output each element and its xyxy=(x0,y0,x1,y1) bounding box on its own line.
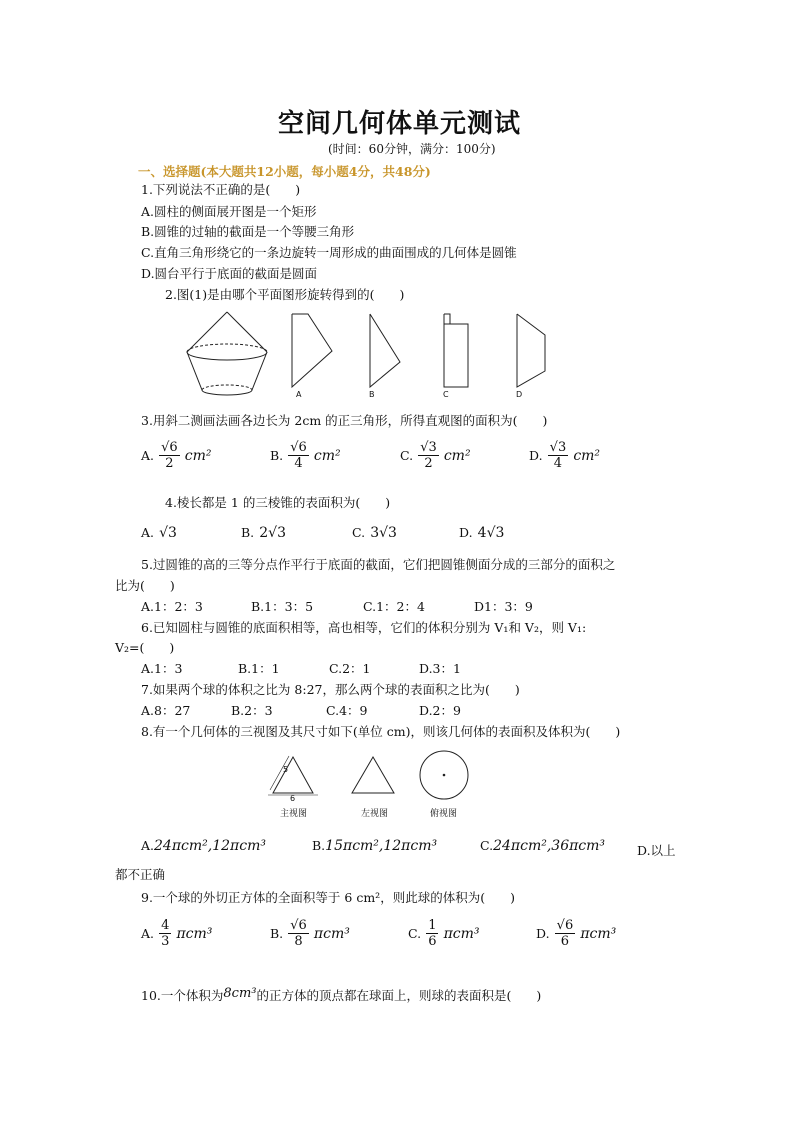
q8-option-a xyxy=(141,835,266,854)
q8-front-view xyxy=(268,756,318,795)
q9-option-c xyxy=(408,918,480,949)
q9-a-den: 3 xyxy=(161,934,170,949)
q7-option-c: C.4：9 xyxy=(326,703,368,718)
q8-front-view-label: 主视图 xyxy=(280,809,308,819)
q4-c-letter: C. xyxy=(352,525,366,540)
q4-c-value: 3√3 xyxy=(370,525,397,541)
q2-label-b: B xyxy=(369,390,375,399)
q4-d-value: 4√3 xyxy=(477,525,505,541)
q3-option-c xyxy=(400,440,471,471)
q3-option-b xyxy=(270,440,341,471)
q2-shape-b xyxy=(370,314,400,387)
q9-c-num: 1 xyxy=(428,918,437,933)
q8-side-view xyxy=(352,757,394,793)
q9-c-letter: C. xyxy=(408,926,422,941)
q3-c-unit: cm² xyxy=(443,448,471,464)
q2-shape-d xyxy=(517,314,545,387)
section-heading: 一、选择题(本大题共12小题，每小题4分，共48分) xyxy=(138,164,431,179)
q6-option-c: C.2：1 xyxy=(329,661,371,676)
q1-stem: 1.下列说法不正确的是( ) xyxy=(141,182,301,197)
q8-side-view-label: 左视图 xyxy=(361,809,389,819)
q10-stem-pre: 10.一个体积为 xyxy=(141,988,224,1003)
q9-d-unit: πcm³ xyxy=(580,926,617,942)
q3-d-unit: cm² xyxy=(573,448,601,464)
q5-option-c: C.1：2：4 xyxy=(363,599,425,614)
q4-d-letter: D. xyxy=(459,525,473,540)
q3-d-den: 4 xyxy=(553,456,563,471)
q8-a-letter: A. xyxy=(141,838,155,853)
q8-top-view xyxy=(420,751,468,799)
q7-option-a: A.8：27 xyxy=(141,703,191,718)
q8-c-value: 24πcm²,36πcm³ xyxy=(493,838,606,854)
q4-option-c xyxy=(352,522,397,541)
q5-stem-line1: 5.过圆锥的高的三等分点作平行于底面的截面，它们把圆锥侧面分成的三部分的面积之 xyxy=(141,557,616,572)
q3-a-num: √6 xyxy=(161,440,178,455)
q8-dim-base: 6 xyxy=(290,794,296,803)
q6-stem-line1: 6.已知圆柱与圆锥的底面积相等，高也相等，它们的体积分别为 V₁和 V₂，则 V₁: xyxy=(141,620,587,635)
q3-stem: 3.用斜二测画法画各边长为 2cm 的正三角形，所得直观图的面积为( ) xyxy=(141,413,548,428)
q9-a-letter: A. xyxy=(141,926,155,941)
q6-option-a: A.1：3 xyxy=(141,661,183,676)
q6-stem-line2: V₂=( ) xyxy=(115,640,175,655)
q2-stem: 2.图(1)是由哪个平面图形旋转得到的( ) xyxy=(165,287,405,302)
q3-c-num: √3 xyxy=(420,440,437,455)
q9-option-a xyxy=(141,918,212,949)
q4-b-letter: B. xyxy=(241,525,255,540)
q8-dim-slant: 5 xyxy=(283,765,289,774)
q10-stem-post: 的正方体的顶点都在球面上，则球的表面积是( ) xyxy=(256,988,542,1003)
q3-c-den: 2 xyxy=(424,456,433,471)
q10-stem xyxy=(141,985,541,1004)
q9-b-den: 8 xyxy=(294,934,303,949)
q8-top-view-label: 俯视图 xyxy=(430,809,458,819)
q8-option-d: D.以上 xyxy=(637,843,676,858)
q7-stem: 7.如果两个球的体积之比为 8:27，那么两个球的表面积之比为( ) xyxy=(141,682,520,697)
q9-option-d xyxy=(536,918,616,949)
q7-option-d: D.2：9 xyxy=(419,703,461,718)
q3-a-den: 2 xyxy=(165,456,174,471)
q9-a-num: 4 xyxy=(161,918,170,933)
q5-stem-line2: 比为( ) xyxy=(115,578,175,593)
q2-label-a: A xyxy=(296,390,302,399)
q2-shape-c xyxy=(444,314,468,387)
q9-b-letter: B. xyxy=(270,926,284,941)
q3-option-a-letter: A. xyxy=(141,448,155,463)
q3-option-a xyxy=(141,440,212,471)
q9-d-num: √6 xyxy=(556,918,574,933)
q1-option-b: B.圆锥的过轴的截面是一个等腰三角形 xyxy=(141,224,355,239)
q10-volume: 8cm³ xyxy=(223,986,257,1001)
page-subtitle: (时间：60分钟，满分：100分) xyxy=(328,142,496,156)
q9-c-unit: πcm³ xyxy=(443,926,480,942)
q9-option-b xyxy=(270,918,350,949)
page-title: 空间几何体单元测试 xyxy=(278,109,522,139)
q8-option-c xyxy=(480,835,605,854)
q8-stem: 8.有一个几何体的三视图及其尺寸如下(单位 cm)，则该几何体的表面积及体积为( ) xyxy=(141,724,621,739)
q8-option-b xyxy=(312,835,437,854)
q5-option-d: D1：3：9 xyxy=(474,599,533,614)
q8-c-letter: C. xyxy=(480,838,494,853)
q3-option-c-letter: C. xyxy=(400,448,414,463)
q3-b-num: √6 xyxy=(290,440,307,455)
q3-b-unit: cm² xyxy=(313,448,341,464)
q3-b-den: 4 xyxy=(294,456,303,471)
q4-stem: 4.棱长都是 1 的三棱锥的表面积为( ) xyxy=(165,495,391,510)
q4-a-letter: A. xyxy=(141,525,155,540)
q8-a-value: 24πcm²,12πcm³ xyxy=(154,838,266,854)
q9-stem: 9.一个球的外切正方体的全面积等于 6 cm²，则此球的体积为( ) xyxy=(141,890,515,905)
q5-option-a: A.1：2：3 xyxy=(141,599,203,614)
q1-option-a: A.圆柱的侧面展开图是一个矩形 xyxy=(141,204,317,219)
q4-option-b xyxy=(241,522,286,541)
q1-option-d: D.圆台平行于底面的截面是圆面 xyxy=(141,266,318,281)
q2-label-d: D xyxy=(516,390,523,399)
q2-shape-a xyxy=(292,314,332,387)
q9-d-letter: D. xyxy=(536,926,550,941)
q9-a-unit: πcm³ xyxy=(176,926,213,942)
q1-option-c: C.直角三角形绕它的一条边旋转一周形成的曲面围成的几何体是圆锥 xyxy=(141,245,517,260)
q4-option-d xyxy=(459,522,504,541)
q9-d-den: 6 xyxy=(560,934,570,949)
q2-solid-figure xyxy=(187,312,267,395)
q8-b-value: 15πcm²,12πcm³ xyxy=(325,838,438,854)
q5-option-b: B.1：3：5 xyxy=(251,599,314,614)
q9-b-unit: πcm³ xyxy=(313,926,350,942)
q4-a-value: √3 xyxy=(159,525,177,541)
q3-option-d xyxy=(529,440,600,471)
q8-b-letter: B. xyxy=(312,838,326,853)
q9-c-den: 6 xyxy=(428,934,437,949)
q3-d-num: √3 xyxy=(549,440,567,455)
q3-a-unit: cm² xyxy=(184,448,212,464)
q2-label-c: C xyxy=(443,390,449,399)
q7-option-b: B.2：3 xyxy=(231,703,273,718)
q6-option-d: D.3：1 xyxy=(419,661,461,676)
q8-option-d-cont: 都不正确 xyxy=(115,867,166,882)
q4-option-a xyxy=(141,522,177,541)
q3-option-d-letter: D. xyxy=(529,448,543,463)
q9-b-num: √6 xyxy=(290,918,307,933)
q3-option-b-letter: B. xyxy=(270,448,284,463)
q6-option-b: B.1：1 xyxy=(238,661,280,676)
q4-b-value: 2√3 xyxy=(259,525,287,541)
